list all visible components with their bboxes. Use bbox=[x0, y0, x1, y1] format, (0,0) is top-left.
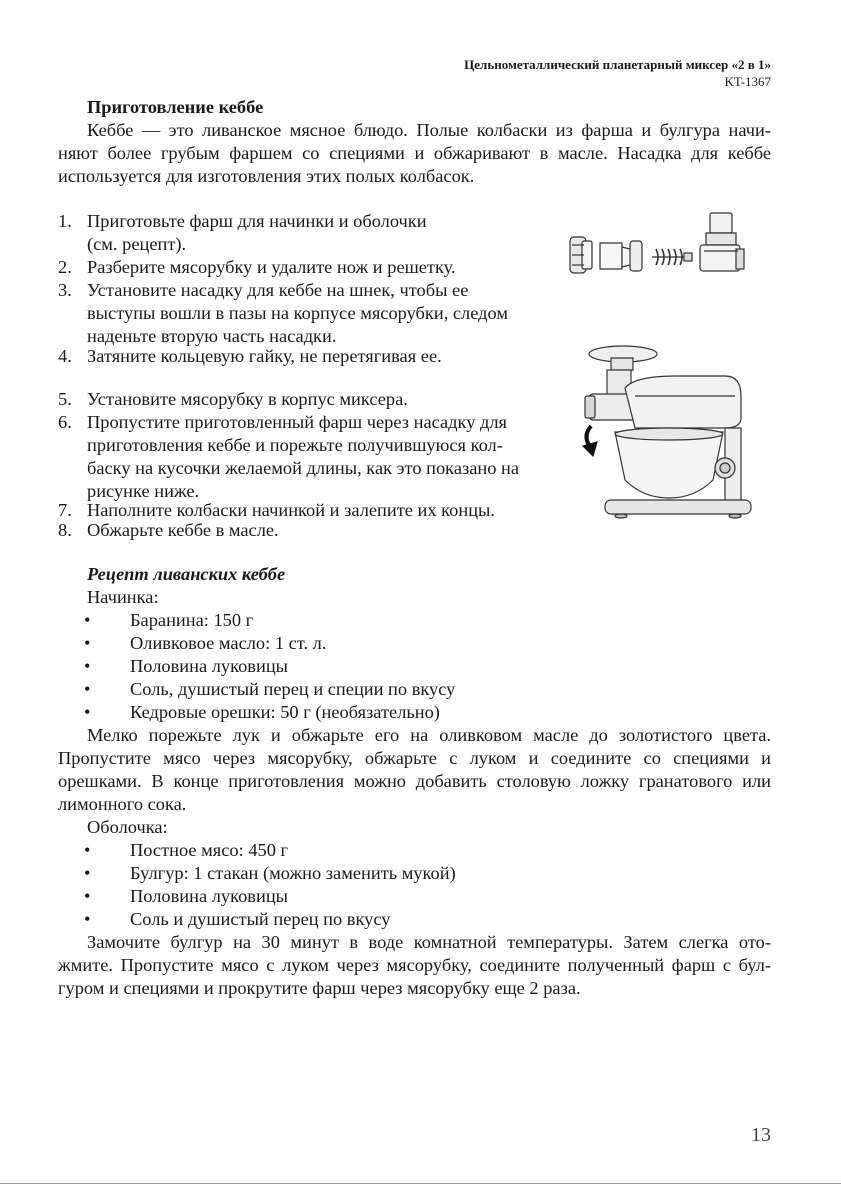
ingredient-text: Постное мясо: 450 г bbox=[130, 840, 289, 860]
bullet-icon: • bbox=[84, 909, 91, 929]
ingredient-text: Половина луковицы bbox=[130, 656, 289, 676]
ingredient-text: Булгур: 1 стакан (можно заменить мукой) bbox=[130, 863, 456, 883]
filling-text-line: Мелко порежьте лук и обжарьте его на оливковом масле до золотистого цвета. bbox=[87, 725, 771, 745]
bullet-icon: • bbox=[84, 863, 91, 883]
step-text: наденьте вторую часть насадки. bbox=[87, 326, 337, 346]
step-text: рисунке ниже. bbox=[87, 481, 200, 501]
step-number: 1. bbox=[58, 211, 72, 231]
bullet-icon: • bbox=[84, 633, 91, 653]
step-text: приготовления кеббе и порежьте получившуюся кол- bbox=[87, 435, 503, 455]
ingredient-text: Соль и душистый перец по вкусу bbox=[130, 909, 391, 929]
ingredient-text: Оливковое масло: 1 ст. л. bbox=[130, 633, 327, 653]
page-number: 13 bbox=[751, 1124, 771, 1146]
shell-text-line: жмите. Пропустите мясо с луком через мясорубку, соедините полученный фарш с бул- bbox=[58, 955, 771, 975]
recipe-heading: Рецепт ливанских кеббе bbox=[87, 564, 286, 584]
mixer-with-grinder-illustration bbox=[575, 340, 755, 530]
kebbe-attachment-illustration bbox=[560, 205, 750, 285]
bullet-icon: • bbox=[84, 679, 91, 699]
ingredient-text: Половина луковицы bbox=[130, 886, 289, 906]
ingredient-text: Баранина: 150 г bbox=[130, 610, 254, 630]
intro-line: используется для изготовления этих полых колбасок. bbox=[58, 166, 475, 186]
bullet-icon: • bbox=[84, 840, 91, 860]
header-model: KT-1367 bbox=[724, 74, 771, 89]
step-number: 7. bbox=[58, 500, 72, 520]
shell-text-line: гуром и специями и прокрутите фарш через мясорубку еще 2 раза. bbox=[58, 978, 581, 998]
ingredient-text: Соль, душистый перец и специи по вкусу bbox=[130, 679, 456, 699]
step-number: 2. bbox=[58, 257, 72, 277]
step-text: Установите насадку для кеббе на шнек, чтобы ее bbox=[87, 280, 469, 300]
step-number: 6. bbox=[58, 412, 72, 432]
step-text: выступы вошли в пазы на корпусе мясорубки, следом bbox=[87, 303, 508, 323]
step-text: Наполните колбаски начинкой и залепите их концы. bbox=[87, 500, 495, 520]
bullet-icon: • bbox=[84, 610, 91, 630]
bullet-icon: • bbox=[84, 886, 91, 906]
ingredient-text: Кедровые орешки: 50 г (необязательно) bbox=[130, 702, 440, 722]
step-text: Обжарьте кеббе в масле. bbox=[87, 520, 279, 540]
intro-line: Кеббе — это ливанское мясное блюдо. Полые колбаски из фарша и булгура начи- bbox=[87, 120, 771, 140]
step-text: Пропустите приготовленный фарш через насадку для bbox=[87, 412, 507, 432]
section-heading: Приготовление кеббе bbox=[87, 97, 264, 117]
bullet-icon: • bbox=[84, 702, 91, 722]
step-number: 3. bbox=[58, 280, 72, 300]
step-text: Установите мясорубку в корпус миксера. bbox=[87, 389, 408, 409]
step-number: 4. bbox=[58, 346, 72, 366]
shell-text-line: Замочите булгур на 30 минут в воде комнатной температуры. Затем слегка ото- bbox=[87, 932, 771, 952]
shell-label: Оболочка: bbox=[87, 817, 168, 837]
step-text: баску на кусочки желаемой длины, как это показано на bbox=[87, 458, 520, 478]
filling-text-line: лимонного сока. bbox=[58, 794, 187, 814]
step-number: 5. bbox=[58, 389, 72, 409]
intro-line: няют более грубым фаршем со специями и обжаривают в масле. Насадка для кеббе bbox=[58, 143, 771, 163]
filling-text-line: орешками. В конце приготовления можно добавить столовую ложку гранатового или bbox=[58, 771, 771, 791]
step-text: Приготовьте фарш для начинки и оболочки bbox=[87, 211, 427, 231]
filling-text-line: Пропустите мясо через мясорубку, обжарьте с луком и соедините со специями и bbox=[58, 748, 771, 768]
header-title: Цельнометаллический планетарный миксер «2 в 1» bbox=[464, 57, 771, 72]
step-number: 8. bbox=[58, 520, 72, 540]
filling-label: Начинка: bbox=[87, 587, 159, 607]
step-text: Разберите мясорубку и удалите нож и решетку. bbox=[87, 257, 456, 277]
step-text: Затяните кольцевую гайку, не перетягивая ее. bbox=[87, 346, 442, 366]
page-bottom-edge bbox=[0, 1183, 841, 1184]
step-text: (см. рецепт). bbox=[87, 234, 187, 254]
bullet-icon: • bbox=[84, 656, 91, 676]
